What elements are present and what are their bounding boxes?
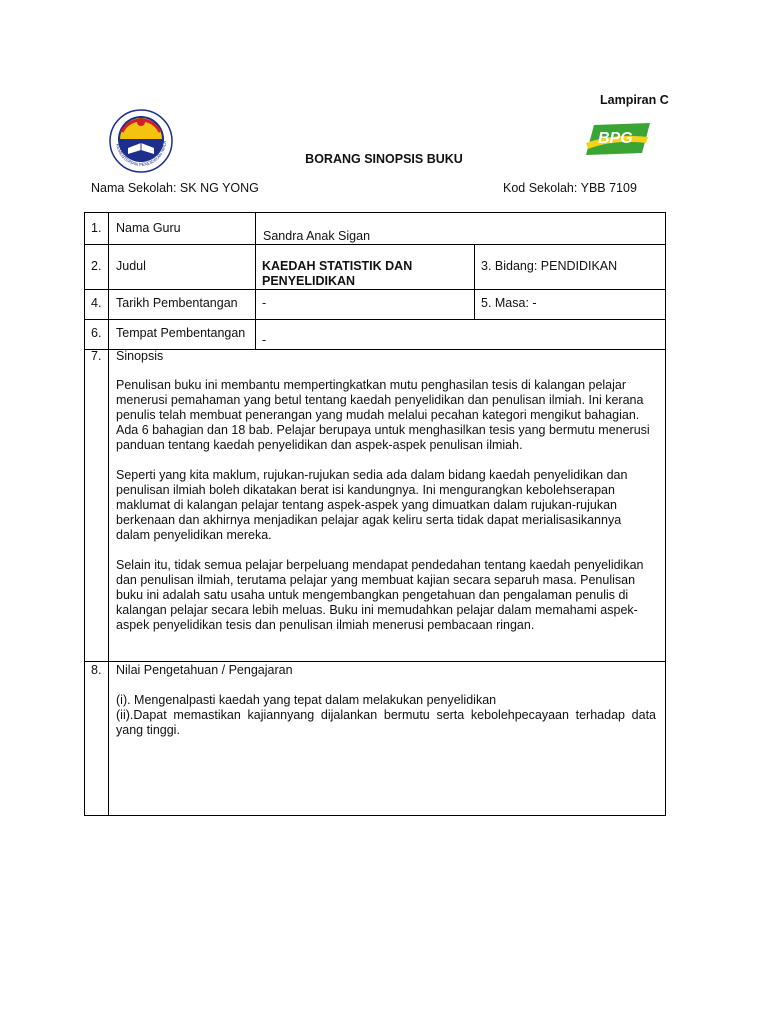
school-name: Nama Sekolah: SK NG YONG [91,181,259,195]
extra-column-divider [474,244,475,319]
row-number: 4. [91,296,102,310]
field-value: 3. Bidang: PENDIDIKAN [481,259,618,273]
book-title-line: PENYELIDIKAN [262,274,356,288]
knowledge-item-2: (ii).Dapat memastikan kajiannyang dijalankan bermutu serta kebolehpecayaan terhadap data yang tinggi. [116,708,656,737]
row-number: 6. [91,326,102,340]
time-value: 5. Masa: - [481,296,537,310]
presentation-date-value: - [262,296,267,310]
school-code: Kod Sekolah: YBB 7109 [503,181,637,195]
form-title: BORANG SINOPSIS BUKU [305,152,463,166]
synopsis-label: Sinopsis [116,349,164,363]
bpg-logo-text: BPG [598,130,633,147]
number-column-divider [108,213,109,815]
appendix-label: Lampiran C [600,93,669,107]
row-number: 1. [91,221,102,235]
row-number: 7. [91,349,102,363]
presentation-place-value: - [262,333,267,347]
row-divider [85,319,665,320]
row-divider [85,244,665,245]
label-column-divider [255,213,256,349]
row-divider [85,349,665,350]
book-title-line: KAEDAH STATISTIK DAN [262,259,413,273]
teacher-name-label: Nama Guru [116,221,181,235]
book-title-value [262,259,412,289]
teacher-name-value: Sandra Anak Sigan [263,229,371,243]
synopsis-paragraph-2: Seperti yang kita maklum, rujukan-rujukan sedia ada dalam bidang kaedah penyelidikan dan penulisan ilmiah boleh dikatakan berat isi kandungnya. Ini mengurangkan kebolehserapan maklumat di kalangan pelajar tentang aspek-aspek yang dimuatkan dalam rujukan-rujukan berkenaan dan akhirnya menjadikan pelajar agak keliru serta tidak dapat merialisasikannya dalam penyelidikan mereka. [116,468,628,542]
presentation-date-label: Tarikh Pembentangan [116,296,238,310]
synopsis-form-table [84,212,666,816]
row-number: 8. [91,663,102,677]
synopsis-paragraph-1: Penulisan buku ini membantu mempertingkatkan mutu penghasilan tesis di kalangan pelajar menerusi pemahaman yang betul tentang kaedah penyelidikan dan penulisan ilmiah. Ini kerana penulis telah membuat penerangan yang mudah melalui pecahan kategori mengikut bahagian. Ada 6 bahagian dan 18 bab. Pelajar berupaya untuk menghasilkan tesis yang bermutu menerusi panduan tentang kaedah penyelidikan dan aspek-aspek penulisan ilmiah. [116,378,650,452]
presentation-place-label: Tempat Pembentangan [116,326,246,340]
synopsis-paragraph-3: Selain itu, tidak semua pelajar berpeluang mendapat pendedahan tentang kaedah penyelidikan dan penulisan ilmiah, terutama pelajar yang membuat kajian secara separuh masa. Penulisan buku ini adalah satu usaha untuk mengembangkan pengetahuan dan pengalaman penulis di kalangan pelajar secara lebih meluas. Buku ini memudahkan pelajar dalam memahami aspek-aspek penyelidikan tesis dan penulisan ilmiah menerusi pembacaan ringan. [116,558,644,632]
book-title-label: Judul [116,259,146,273]
row-divider [85,661,665,662]
knowledge-item-1: (i). Mengenalpasti kaedah yang tepat dalam melakukan penyelidikan [116,693,497,707]
ministry-logo-text: KEMENTERIAN PENDIDIKAN MALA [115,140,168,168]
row-number: 2. [91,259,102,273]
knowledge-value-label: Nilai Pengetahuan / Pengajaran [116,663,293,677]
row-divider [85,289,665,290]
